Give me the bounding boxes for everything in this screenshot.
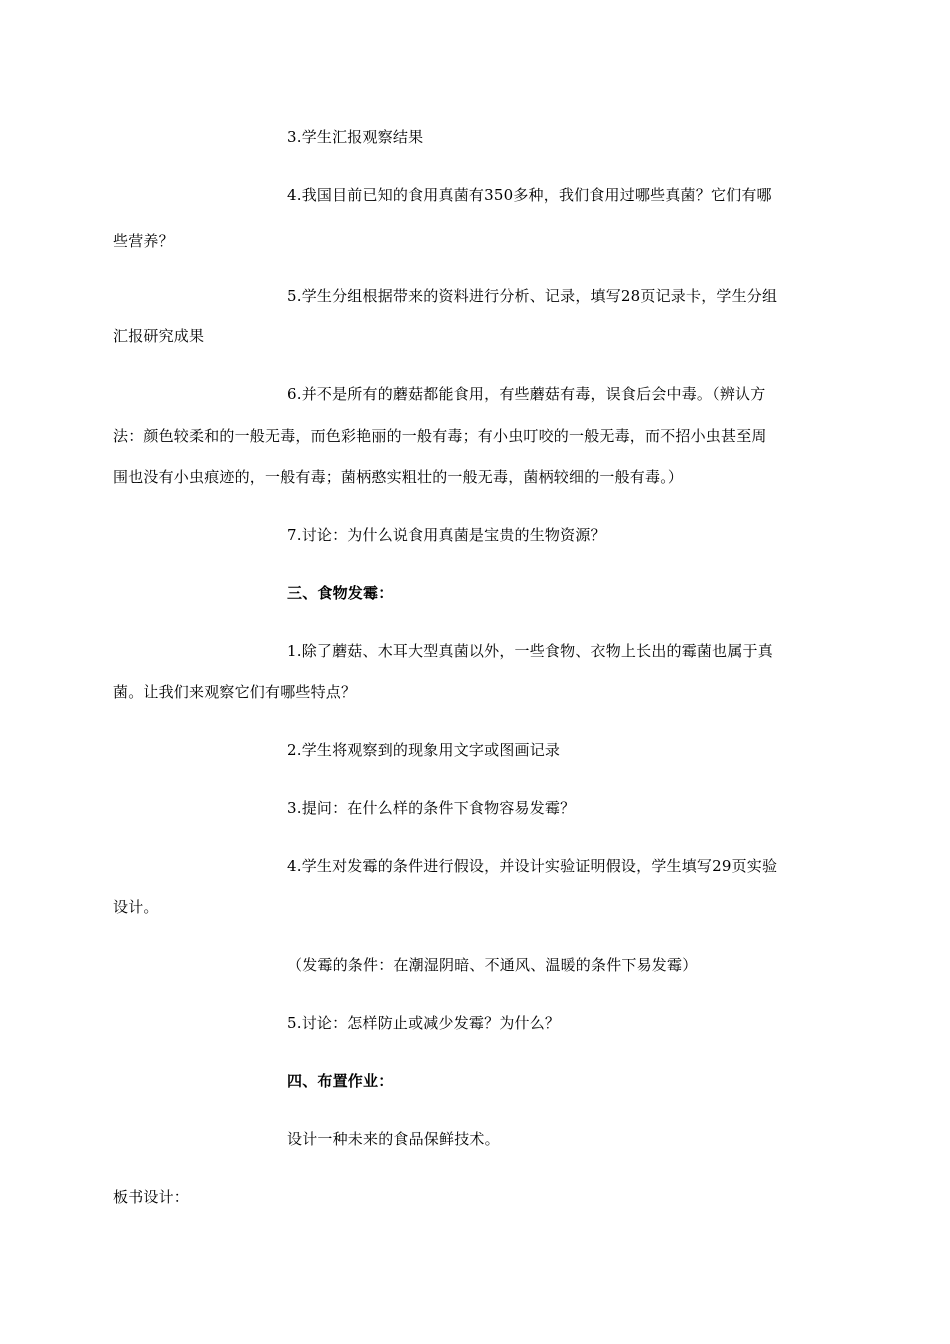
paragraph-line: 设计一种未来的食品保鲜技术。: [287, 1130, 500, 1148]
paragraph-line: （发霉的条件：在潮湿阴暗、不通风、温暖的条件下易发霉）: [287, 956, 698, 974]
paragraph-line: 5.学生分组根据带来的资料进行分析、记录，填写28页记录卡，学生分组: [287, 287, 778, 305]
paragraph-line: 6.并不是所有的蘑菇都能食用，有些蘑菇有毒，误食后会中毒。（辨认方: [287, 385, 766, 403]
paragraph-line: 1.除了蘑菇、木耳大型真菌以外，一些食物、衣物上长出的霉菌也属于真: [287, 642, 773, 660]
section-heading: 四、布置作业：: [287, 1072, 394, 1090]
paragraph-line: 些营养？: [113, 232, 174, 250]
paragraph-line: 3.提问：在什么样的条件下食物容易发霉？: [287, 799, 576, 817]
paragraph-line: 板书设计：: [113, 1188, 190, 1206]
paragraph-line: 4.学生对发霉的条件进行假设，并设计实验证明假设，学生填写29页实验: [287, 857, 778, 875]
paragraph-line: 7.讨论：为什么说食用真菌是宝贵的生物资源？: [287, 526, 606, 544]
paragraph-line: 汇报研究成果: [113, 327, 205, 345]
paragraph-line: 法：颜色较柔和的一般无毒，而色彩艳丽的一般有毒；有小虫叮咬的一般无毒，而不招小虫甚至周: [113, 427, 767, 445]
paragraph-line: 3.学生汇报观察结果: [287, 128, 424, 146]
paragraph-line: 设计。: [113, 898, 159, 916]
paragraph-line: 2.学生将观察到的现象用文字或图画记录: [287, 741, 561, 759]
paragraph-line: 4.我国目前已知的食用真菌有350多种，我们食用过哪些真菌？它们有哪: [287, 186, 772, 204]
paragraph-line: 5.讨论：怎样防止或减少发霉？为什么？: [287, 1014, 561, 1032]
paragraph-line: 围也没有小虫痕迹的，一般有毒；菌柄憨实粗壮的一般无毒，菌柄较细的一般有毒。）: [113, 468, 684, 486]
section-heading: 三、食物发霉：: [287, 584, 394, 602]
paragraph-line: 菌。让我们来观察它们有哪些特点？: [113, 683, 357, 701]
